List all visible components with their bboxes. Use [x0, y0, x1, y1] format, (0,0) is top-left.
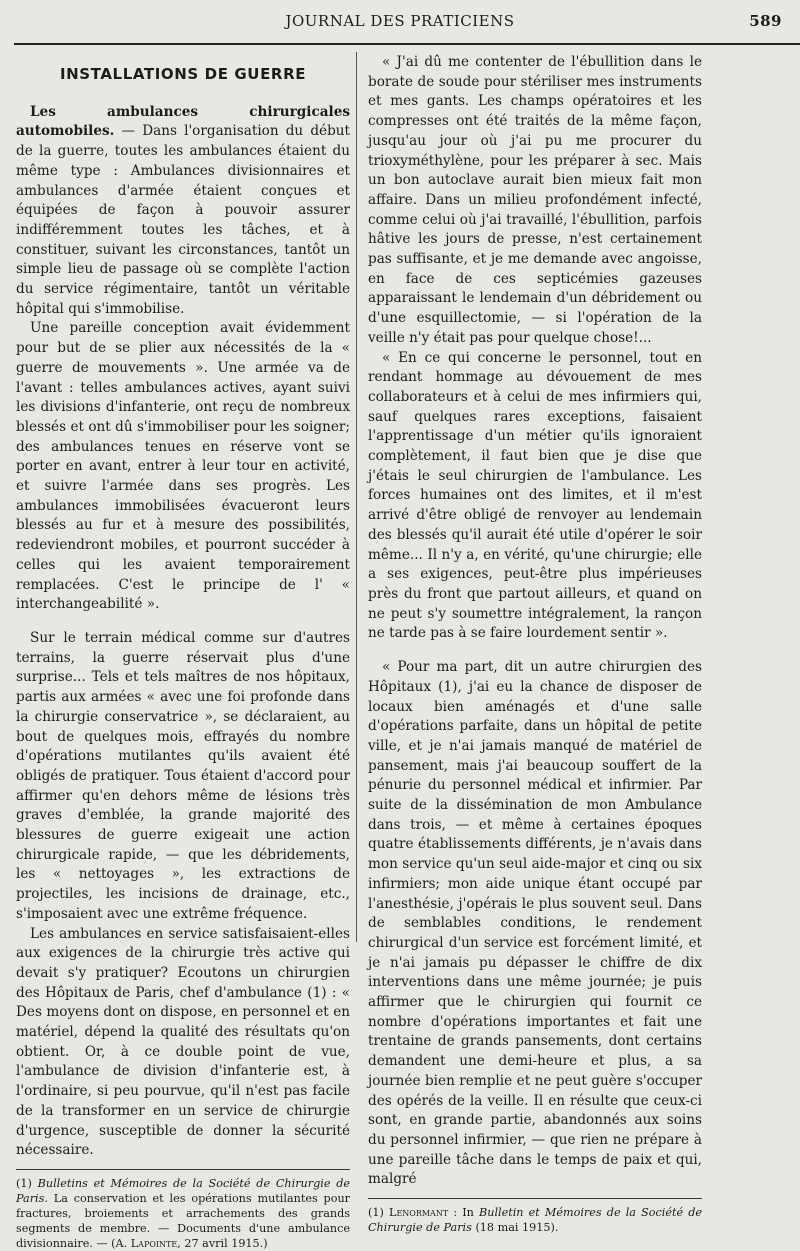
paragraph-3: Sur le terrain médical comme sur d'autres terrains, la guerre réservait plus d'une surprise... Tels et tels maîtres de nos hôpitaux, partis aux armées « avec une foi profonde dans la chirurgie conservatrice », se déclaraient, au bout de quelques mois, effrayés du nombre d'opérations mutilantes qu'ils avaient été obligés de pratiquer. Tous étaient d'accord pour affirmer qu'en dehors même de lésions très graves d'emblée, la grande majorité des blessures de guerre exigeait une action chirurgicale rapide, — que les débridements, les « nettoyages », les extractions de projectiles, les incisions de drainage, etc., s'imposaient avec une extrême fréquence.: [16, 629, 350, 922]
right-column: [368, 53, 702, 1235]
footnote-left-source: Bulletins et Mémoires de la Société de Chirurgie de Paris.: [16, 1176, 350, 1205]
header-rule: [14, 43, 800, 45]
article-lead-paragraph: [16, 103, 350, 320]
footnote-rule-right: [368, 1198, 702, 1199]
footnote-rule-left: [16, 1169, 350, 1170]
column-separator: [356, 52, 357, 942]
footnote-left-num: (1): [16, 1176, 32, 1190]
footnote-right-date: (18 mai 1915).: [475, 1221, 559, 1235]
footnote-left: [16, 1176, 350, 1251]
lead-heading: Les ambulances chirurgicales automobiles.: [16, 103, 350, 140]
paragraph-4: Les ambulances en service satisfaisaient-elles aux exigences de la chirurgie très active qui devait s'y pratiquer? Ecoutons un chirurgien des Hôpitaux de Paris, chef d'ambulance (1) : « Des moyens dont on dispose, en personnel et en matériel, dépend la qualité des résultats qu'on obtient. Or, à ce double point de vue, l'ambulance de division d'infanterie est, à l'ordinaire, si peu pourvue, qu'il n'est pas facile de la transformer en un service de chirurgie d'urgence, susceptible de donner la sécurité nécessaire.: [16, 925, 350, 1159]
left-column: [16, 53, 350, 1251]
footnote-left-text: La conservation et les opérations mutilantes pour fractures, broiements et arrachements des grands segments de membre. — Documents d'une ambulance divisionnaire. — (A.: [16, 1191, 350, 1250]
footnote-left-date: 27 avril 1915.): [184, 1236, 268, 1250]
footnote-right-num: (1): [368, 1206, 384, 1220]
right-paragraph-3: « Pour ma part, dit un autre chirurgien des Hôpitaux (1), j'ai eu la chance de disposer de locaux bien aménagés et d'une salle d'opérations parfaite, dans un hôpital de petite ville, et je n'ai jamais manqué de matériel de pansement, mais j'ai beaucoup souffert de la pénurie du personnel médical et infirmier. Par suite de la dissémination de mon Ambulance dans trois, — et même à certaines époques quatre établissements différents, je n'avais dans mon service qu'un seul aide-major et cinq ou six infirmiers; mon aide unique étant occupé par l'anesthésie, j'opérais le plus souvent seul. Dans de semblables conditions, le rendement chirurgical d'un service est forcément limité, et je n'ai jamais pu dépasser le chiffre de dix interventions dans une même journée; je puis affirmer que le chirurgien qui fournit ce nombre d'opérations importantes et fait une trentaine de grands pansements, dont certains demandent une demi-heure et plus, a sa journée bien remplie et ne peut guère s'occuper des opérés de la veille. Il en résulte que ceux-ci sont, en grande partie, abandonnés aux soins du personnel infirmier, — que rien ne prépare à une pareille tâche dans le temps de paix et qui, malgré: [368, 659, 702, 1188]
paragraph-2: Une pareille conception avait évidemment pour but de se plier aux nécessités de la « guerre de mouvements ». Une armée va de l'avant : telles ambulances actives, ayant suivi les divisions d'infanterie, ont reçu de nombreux blessés et ont dû s'immobiliser pour les soigner; des ambulances tenues en réserve vont se porter en avant, entrer à leur tour en activité, et suivre l'armée dans ses progrès. Les ambulances immobilisées évacueront leurs blessés au fur et à mesure des possibilités, redeviendront mobiles, et pourront succéder à celles qui les avaient temporairement remplacées. C'est le principe de l' « interchangeabilité ».: [16, 320, 350, 613]
lead-text: — Dans l'organisation du début de la guerre, toutes les ambulances étaient du même type : Ambulances divisionnaires et ambulances d'armée étaient conçues et équipées de façon à pouvoir assurer indifféremment toutes les tâches, et à constituer, suivant les circonstances, tantôt un simple lieu de passage où se complète l'action du service régimentaire, tantôt un véritable hôpital qui s'immobilise.: [16, 123, 350, 317]
footnote-right-author: Lenormant: [389, 1206, 449, 1220]
footnote-right-in: : In: [453, 1206, 474, 1220]
right-paragraph-1: « J'ai dû me contenter de l'ébullition dans le borate de soude pour stériliser mes instruments et mes gants. Les champs opératoires et les compresses ont été traités de la même façon, jusqu'au jour où j'ai pu me procurer du trioxyméthylène, pour les préparer à sec. Mais un bon autoclave aurait bien mieux fait mon affaire. Dans un milieu profondément infecté, comme celui où j'ai travaillé, l'ébullition, parfois hâtive les jours de presse, n'est certainement pas suffisante, et je me demande avec angoisse, en face de ces septicémies gazeuses apparaissant le lendemain d'un débridement ou d'une esquillectomie, — si l'opération de la veille n'y était pas pour quelque chose!...: [368, 54, 702, 346]
footnote-left-author: Lapointe,: [130, 1236, 181, 1250]
page-number: 589: [749, 12, 782, 30]
footnote-right-source: Bulletin et Mémoires de la Société de Chirurgie de Paris: [368, 1206, 703, 1235]
running-header: [0, 12, 800, 38]
right-paragraph-2: « En ce qui concerne le personnel, tout en rendant hommage au dévouement de mes collaborateurs et à celui de mes infirmiers qui, sauf quelques rares exceptions, faisaient l'apprentissage d'un métier qu'ils ignoraient complètement, il faut bien que je dise que j'étais le seul chirurgien de l'ambulance. Les forces humaines ont des limites, et il m'est arrivé d'être obligé de renvoyer au lendemain des blessés qu'il aurait été utile d'opérer le soir même... Il n'y a, en vérité, qu'une chirurgie; elle a ses exigences, peut-être plus impérieuses près du front que partout ailleurs, et quand on ne peut s'y soumettre intégralement, la rançon ne tarde pas à se faire lourdement sentir ».: [368, 349, 702, 642]
footnote-right: [368, 1205, 702, 1235]
section-title: INSTALLATIONS DE GUERRE: [59, 65, 307, 83]
journal-title: JOURNAL DES PRATICIENS: [285, 12, 515, 30]
